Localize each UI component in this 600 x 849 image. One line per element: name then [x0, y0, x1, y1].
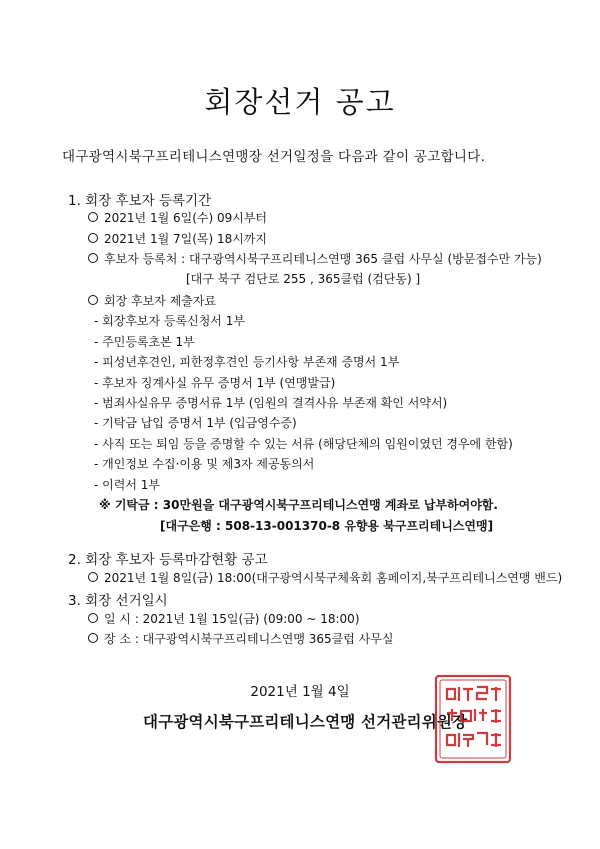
doc-item: - 이력서 1부 — [94, 478, 160, 492]
section-1-heading: 1. 회장 후보자 등록기간 — [68, 193, 212, 209]
list-item: 2021년 1월 7일(목) 18시까지 — [88, 230, 267, 247]
section-3-heading: 3. 회장 선거일시 — [68, 593, 168, 609]
list-item: 일 시 : 2021년 1월 15일(금) (09:00 ~ 18:00) — [88, 610, 360, 627]
circle-bullet-icon — [88, 233, 98, 243]
doc-item: - 사직 또는 퇴임 등을 증명할 수 있는 서류 (해당단체의 임원이였던 경우에 한함) — [94, 437, 513, 451]
intro-text: 대구광역시북구프리테니스연맹장 선거일정을 다음과 같이 공고합니다. — [62, 149, 486, 165]
doc-item: - 기탁금 납입 증명서 1부 (입금영수증) — [94, 416, 297, 430]
doc-item: - 범죄사실유무 증명서류 1부 (임원의 결격사유 부존재 확인 서약서) — [94, 396, 448, 410]
doc-item: - 주민등록초본 1부 — [94, 335, 195, 349]
doc-item: - 피성년후견인, 피한정후견인 등기사항 부존재 증명서 1부 — [94, 355, 400, 369]
committee-signature: 대구광역시북구프리테니스연맹 선거관리위원장 — [143, 713, 468, 731]
circle-bullet-icon — [88, 253, 98, 263]
deposit-note: ※ 기탁금 : 30만원을 대구광역시북구프리테니스연맹 계좌로 납부하여야함. — [99, 498, 498, 512]
docs-heading: 회장 후보자 제출자료 — [88, 292, 216, 309]
list-item: 2021년 1월 8일(금) 18:00(대구광역시북구체육회 홈페이지,북구프리테니스연맹 밴드) — [88, 569, 562, 586]
circle-bullet-icon — [88, 613, 98, 623]
official-seal-icon — [433, 673, 513, 765]
list-item: 장 소 : 대구광역시북구프리테니스연맹 365클럽 사무실 — [88, 630, 393, 647]
circle-bullet-icon — [88, 572, 98, 582]
section-2-heading: 2. 회장 후보자 등록마감현황 공고 — [68, 552, 268, 568]
address-line: [대구 북구 검단로 255 , 365클럽 (검단동) ] — [186, 272, 421, 286]
circle-bullet-icon — [88, 633, 98, 643]
document-date: 2021년 1월 4일 — [250, 684, 350, 700]
bank-note: [대구은행 : 508-13-001370-8 유향용 북구프리테니스연맹] — [160, 519, 494, 533]
list-item: 후보자 등록처 : 대구광역시북구프리테니스연맹 365 클럽 사무실 (방문접수만 가능) — [88, 250, 542, 267]
doc-item: - 회장후보자 등록신청서 1부 — [94, 314, 245, 328]
list-item: 2021년 1월 6일(수) 09시부터 — [88, 209, 267, 226]
circle-bullet-icon — [88, 295, 98, 305]
doc-item: - 개인정보 수집·이용 및 제3자 제공동의서 — [94, 457, 315, 471]
doc-item: - 후보자 징계사실 유무 증명서 1부 (연맹발급) — [94, 376, 336, 390]
page-title: 회장선거 공고 — [204, 85, 396, 119]
circle-bullet-icon — [88, 212, 98, 222]
